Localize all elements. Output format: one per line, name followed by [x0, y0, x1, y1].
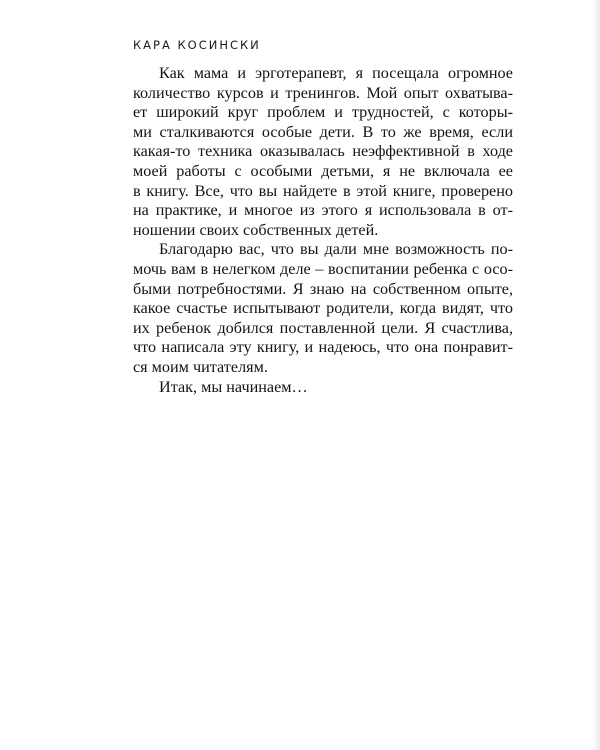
- paragraph: [133, 378, 513, 398]
- paragraph: [133, 240, 513, 377]
- text-line: Как мама и эрготерапевт, я посещала огромное: [159, 64, 513, 82]
- running-head: КАРА КОСИНСКИ: [133, 38, 261, 52]
- text-line: ет широкий круг проблем и трудностей, с которы-: [133, 103, 513, 122]
- text-line: ношении своих собственных детей.: [133, 220, 379, 239]
- text-line: их ребенок добился поставленной цели. Я счастлива,: [133, 318, 513, 337]
- paragraph: [133, 64, 513, 240]
- text-line: моей работы с особыми детьми, я не включала ее: [133, 161, 513, 180]
- page-edge-shadow: [592, 0, 600, 750]
- text-line: ся моим читателям.: [133, 357, 268, 376]
- text-line: какая-то техника оказывалась неэффективной в ходе: [133, 142, 513, 161]
- text-line: быми потребностями. Я знаю на собственном опыте,: [133, 279, 513, 298]
- text-line: что написала эту книгу, и надеюсь, что она понравит-: [133, 338, 513, 357]
- text-line: Итак, мы начинаем…: [159, 377, 308, 396]
- text-line: в книгу. Все, что вы найдете в этой книге, проверено: [133, 181, 513, 200]
- text-line: ми сталкиваются особые дети. В то же время, если: [133, 122, 513, 141]
- text-line: количество курсов и тренингов. Мой опыт охватыва-: [133, 83, 513, 102]
- text-line: на практике, и многое из этого я использовала в от-: [133, 201, 513, 220]
- text-line: какое счастье испытывают родители, когда видят, что: [133, 299, 513, 318]
- text-line: мочь вам в нелегком деле – воспитании ребенка с осо-: [133, 259, 513, 278]
- text-line: Благодарю вас, что вы дали мне возможность по-: [159, 240, 513, 259]
- body-text: [133, 64, 513, 397]
